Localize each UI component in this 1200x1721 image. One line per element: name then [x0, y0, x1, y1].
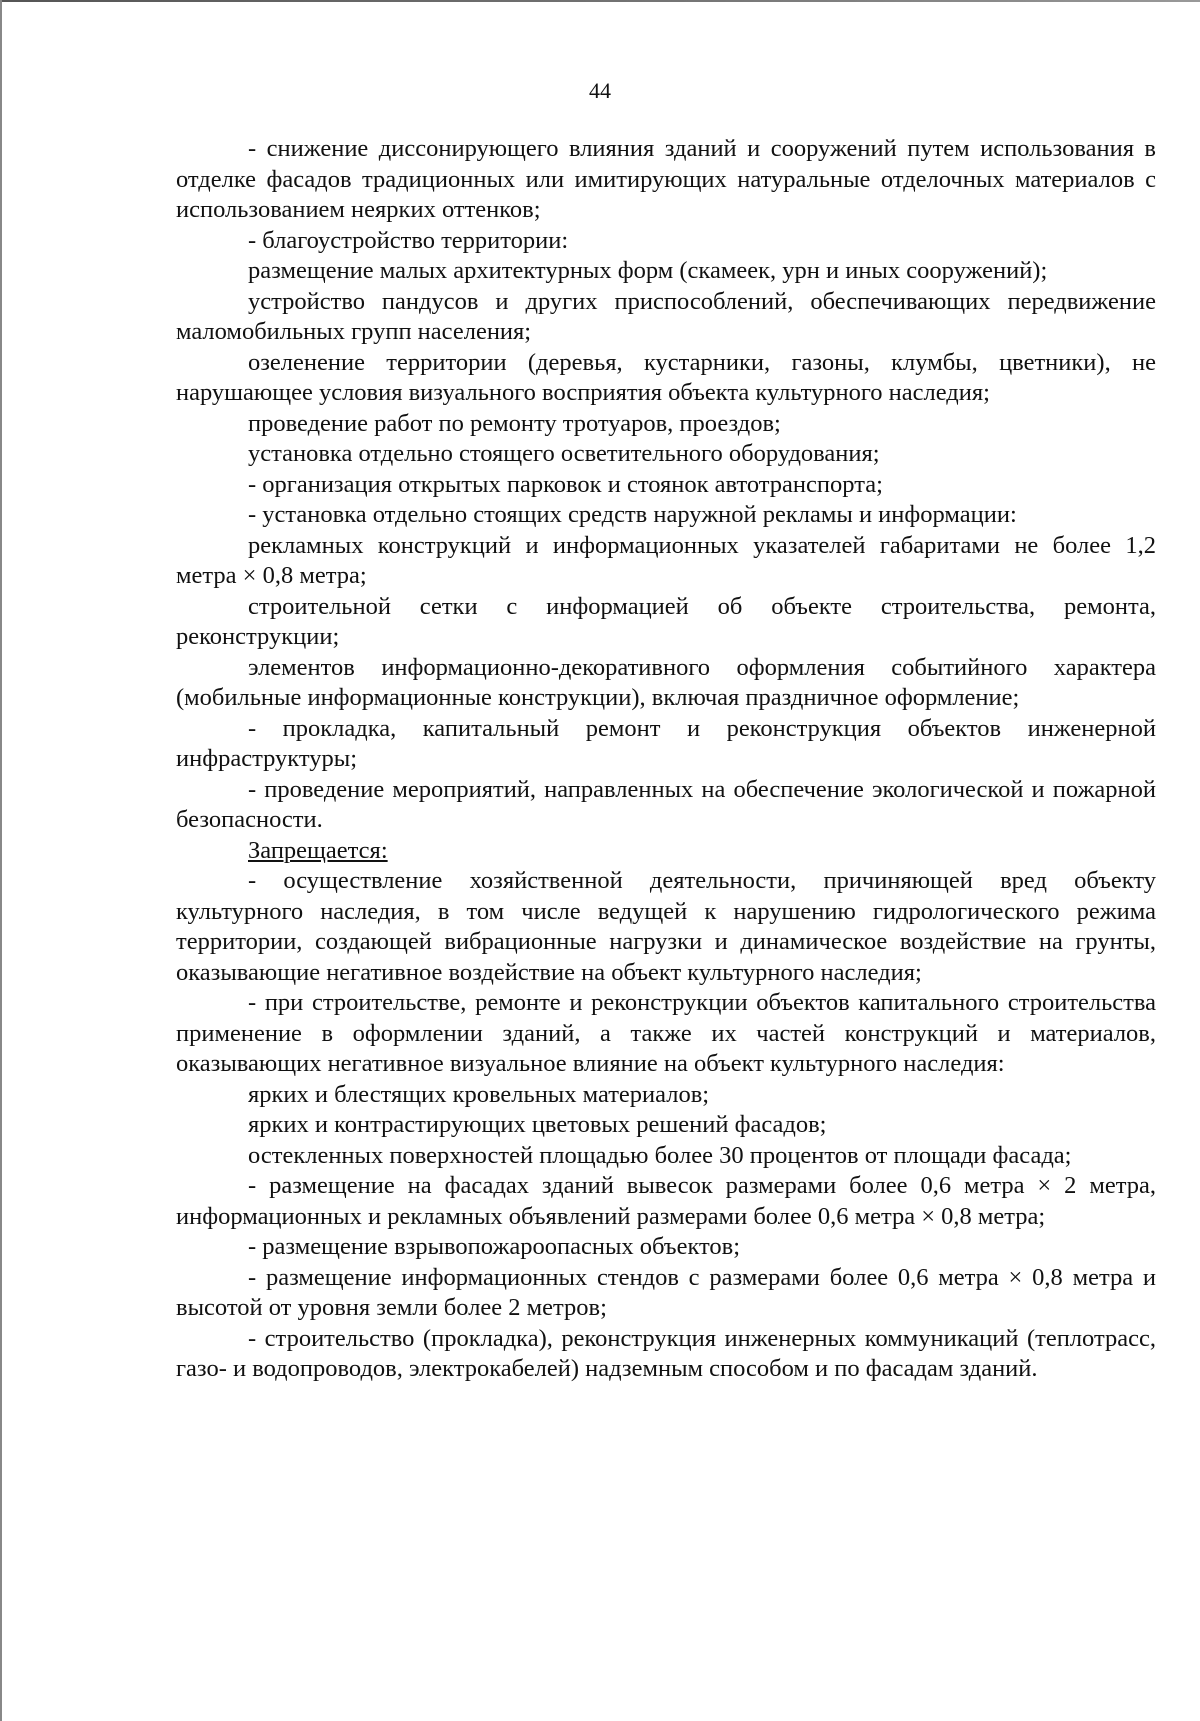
paragraph: устройство пандусов и других приспособлений, обеспечивающих передвижение маломобильных групп населения; [176, 287, 1156, 345]
paragraph: строительной сетки с информацией об объекте строительства, ремонта, реконструкции; [176, 592, 1156, 650]
paragraph: ярких и блестящих кровельных материалов; [248, 1080, 710, 1108]
paragraph: установка отдельно стоящего осветительного оборудования; [248, 440, 880, 467]
paragraph: - осуществление хозяйственной деятельности, причиняющей вред объекту культурного наследия, в том числе ведущей к нарушению гидрологического режима территории, создающей вибрационные нагрузки и динамическое воздействие на грунты, оказывающие негативное воздействие на объект культурного наследия; [176, 867, 1156, 986]
paragraph: - снижение диссонирующего влияния зданий и сооружений путем использования в отделке фасадов традиционных или имитирующих натуральные отделочных материалов с использованием неярких оттенков; [176, 135, 1156, 223]
paragraph: - при строительстве, ремонте и реконструкции объектов капитального строительства применение в оформлении зданий, а также их частей конструкций и материалов, оказывающих негативное визуальное влияние на объект культурного наследия: [176, 989, 1156, 1077]
paragraph: - размещение на фасадах зданий вывесок размерами более 0,6 метра × 2 метра, информационных и рекламных объявлений размерами более 0,6 метра × 0,8 метра; [176, 1172, 1156, 1230]
underlined-heading: Запрещается: [248, 836, 388, 864]
paragraph: проведение работ по ремонту тротуаров, проездов; [248, 409, 781, 437]
paragraph: - проведение мероприятий, направленных на обеспечение экологической и пожарной безопасности. [176, 775, 1156, 833]
page-number: 44 [589, 78, 611, 103]
paragraph: - размещение информационных стендов с размерами более 0,6 метра × 0,8 метра и высотой от уровня земли более 2 метров; [176, 1263, 1156, 1321]
paragraph: - установка отдельно стоящих средств наружной рекламы и информации: [248, 501, 1017, 528]
paragraph: размещение малых архитектурных форм (скамеек, урн и иных сооружений); [248, 257, 1048, 284]
paragraph: ярких и контрастирующих цветовых решений фасадов; [248, 1111, 827, 1138]
paragraph: - прокладка, капитальный ремонт и реконструкция объектов инженерной инфраструктуры; [176, 714, 1156, 772]
document-body [176, 134, 1156, 1385]
paragraph: элементов информационно-декоративного оформления событийного характера (мобильные информационные конструкции), включая праздничное оформление; [176, 653, 1156, 711]
paragraph: - организация открытых парковок и стоянок автотранспорта; [248, 470, 883, 498]
paragraph: рекламных конструкций и информационных указателей габаритами не более 1,2 метра × 0,8 метра; [176, 531, 1156, 589]
paragraph: - размещение взрывопожароопасных объектов; [248, 1233, 741, 1260]
section-heading-prohibited [176, 836, 1156, 867]
paragraph: озеленение территории (деревья, кустарники, газоны, клумбы, цветники), не нарушающее условия визуального восприятия объекта культурного наследия; [176, 348, 1156, 406]
paragraph: - строительство (прокладка), реконструкция инженерных коммуникаций (теплотрасс, газо- и водопроводов, электрокабелей) надземным способом и по фасадам зданий. [176, 1324, 1156, 1382]
paragraph: остекленных поверхностей площадью более 30 процентов от площади фасада; [248, 1141, 1072, 1169]
paragraph: - благоустройство территории: [248, 226, 569, 254]
